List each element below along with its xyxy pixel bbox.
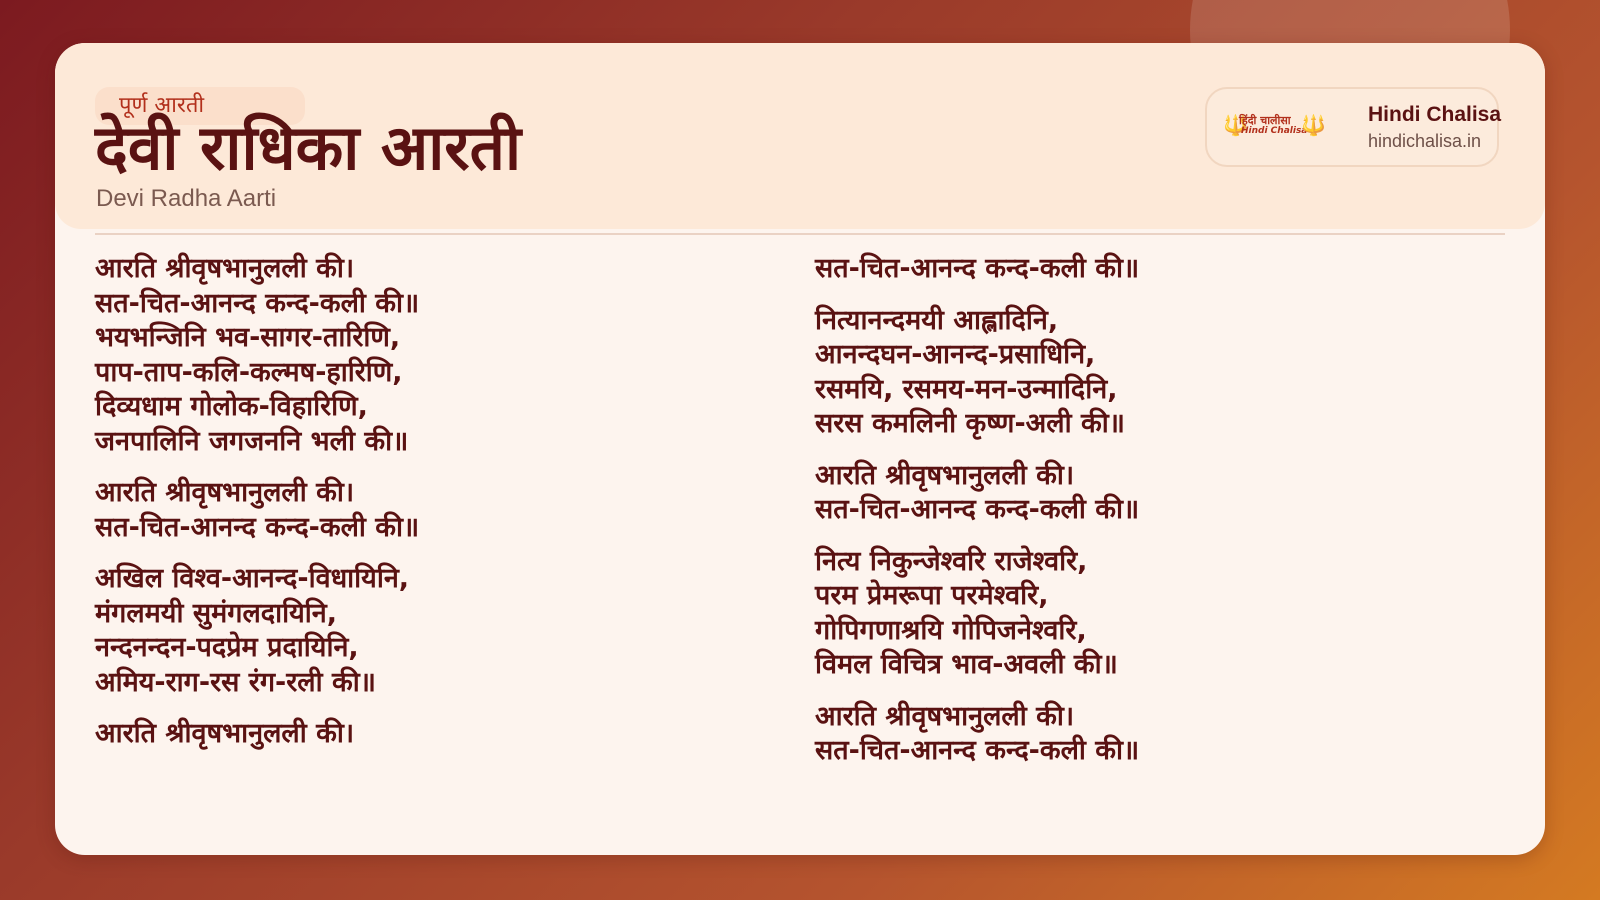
lyric-line: आनन्दघन-आनन्द-प्रसाधिनि, — [815, 339, 1096, 370]
logo-text-hindi: हिंदी चालीसा — [1239, 114, 1291, 127]
lyric-line: नन्दनन्दन-पदप्रेम प्रदायिनि, — [95, 632, 359, 663]
lyric-line: नित्यानन्दमयी आह्लादिनि, — [815, 304, 1059, 336]
stanza — [95, 717, 775, 752]
logo-text-english: Hindi Chalisa — [1241, 126, 1308, 136]
lyric-line: आरति श्रीवृषभानुलली की। — [815, 700, 1075, 732]
stanza — [815, 545, 1495, 683]
lyric-line: आरति श्रीवृषभानुलली की। — [815, 459, 1075, 491]
trident-icon: 🔱 — [1223, 113, 1248, 137]
lyric-line: नित्य निकुन्जेश्वरि राजेश्वरि, — [815, 545, 1088, 577]
lyric-line: मंगलमयी सुमंगलदायिनि, — [95, 597, 337, 629]
lyric-line: पाप-ताप-कलि-कल्मष-हारिणि, — [95, 356, 403, 388]
lyric-line: सत-चित-आनन्द कन्द-कली की॥ — [815, 253, 1140, 284]
lyric-line: सत-चित-आनन्द कन्द-कली की॥ — [95, 287, 420, 319]
category-tag: पूर्ण आरती — [95, 87, 305, 125]
lyric-line: सरस कमलिनी कृष्ण-अली की॥ — [815, 408, 1125, 439]
stanza — [95, 252, 775, 459]
lyric-line: आरति श्रीवृषभानुलली की। — [95, 253, 355, 284]
brand-badge[interactable] — [1205, 87, 1502, 167]
stanza — [815, 304, 1495, 442]
brand-logo — [1223, 113, 1326, 143]
page-subtitle: Devi Radha Aarti — [96, 185, 277, 212]
lyric-line: अमिय-राग-रस रंग-रली की॥ — [95, 666, 376, 698]
header — [55, 43, 1545, 229]
lyric-line: अखिल विश्व-आनन्द-विधायिनि, — [95, 563, 410, 594]
aarti-card — [55, 43, 1545, 855]
lyric-line: सत-चित-आनन्द कन्द-कली की॥ — [95, 511, 420, 543]
page-title: देवी राधिका आरती — [95, 111, 522, 184]
stanza — [95, 476, 775, 545]
trident-icon: 🔱 — [1301, 113, 1326, 137]
lyric-line: जनपालिनि जगजननि भली की॥ — [95, 425, 409, 457]
stanza — [95, 562, 775, 700]
stanza — [815, 459, 1495, 528]
lyrics-column-right — [815, 252, 1495, 786]
stanza — [815, 252, 1495, 287]
brand-name: Hindi Chalisa — [1368, 103, 1502, 126]
lyric-line: रसमयि, रसमय-मन-उन्मादिनि, — [815, 373, 1118, 405]
divider — [95, 233, 1505, 235]
lyric-line: सत-चित-आनन्द कन्द-कली की॥ — [815, 735, 1140, 766]
lyric-line: आरति श्रीवृषभानुलली की। — [95, 718, 355, 749]
stanza — [815, 700, 1495, 769]
lyric-line: विमल विचित्र भाव-अवली की॥ — [815, 649, 1118, 680]
lyric-line: गोपिगणाश्रयि गोपिजनेश्वरि, — [815, 614, 1087, 646]
brand-url[interactable]: hindichalisa.in — [1368, 131, 1482, 151]
lyric-line: दिव्यधाम गोलोक-विहारिणि, — [95, 391, 368, 422]
lyric-line: सत-चित-आनन्द कन्द-कली की॥ — [815, 494, 1140, 525]
lyric-line: भयभन्जिनि भव-सागर-तारिणि, — [95, 322, 401, 353]
lyrics-column-left — [95, 252, 775, 769]
lyric-line: आरति श्रीवृषभानुलली की। — [95, 477, 355, 508]
lyric-line: परम प्रेमरूपा परमेश्वरि, — [815, 580, 1049, 611]
